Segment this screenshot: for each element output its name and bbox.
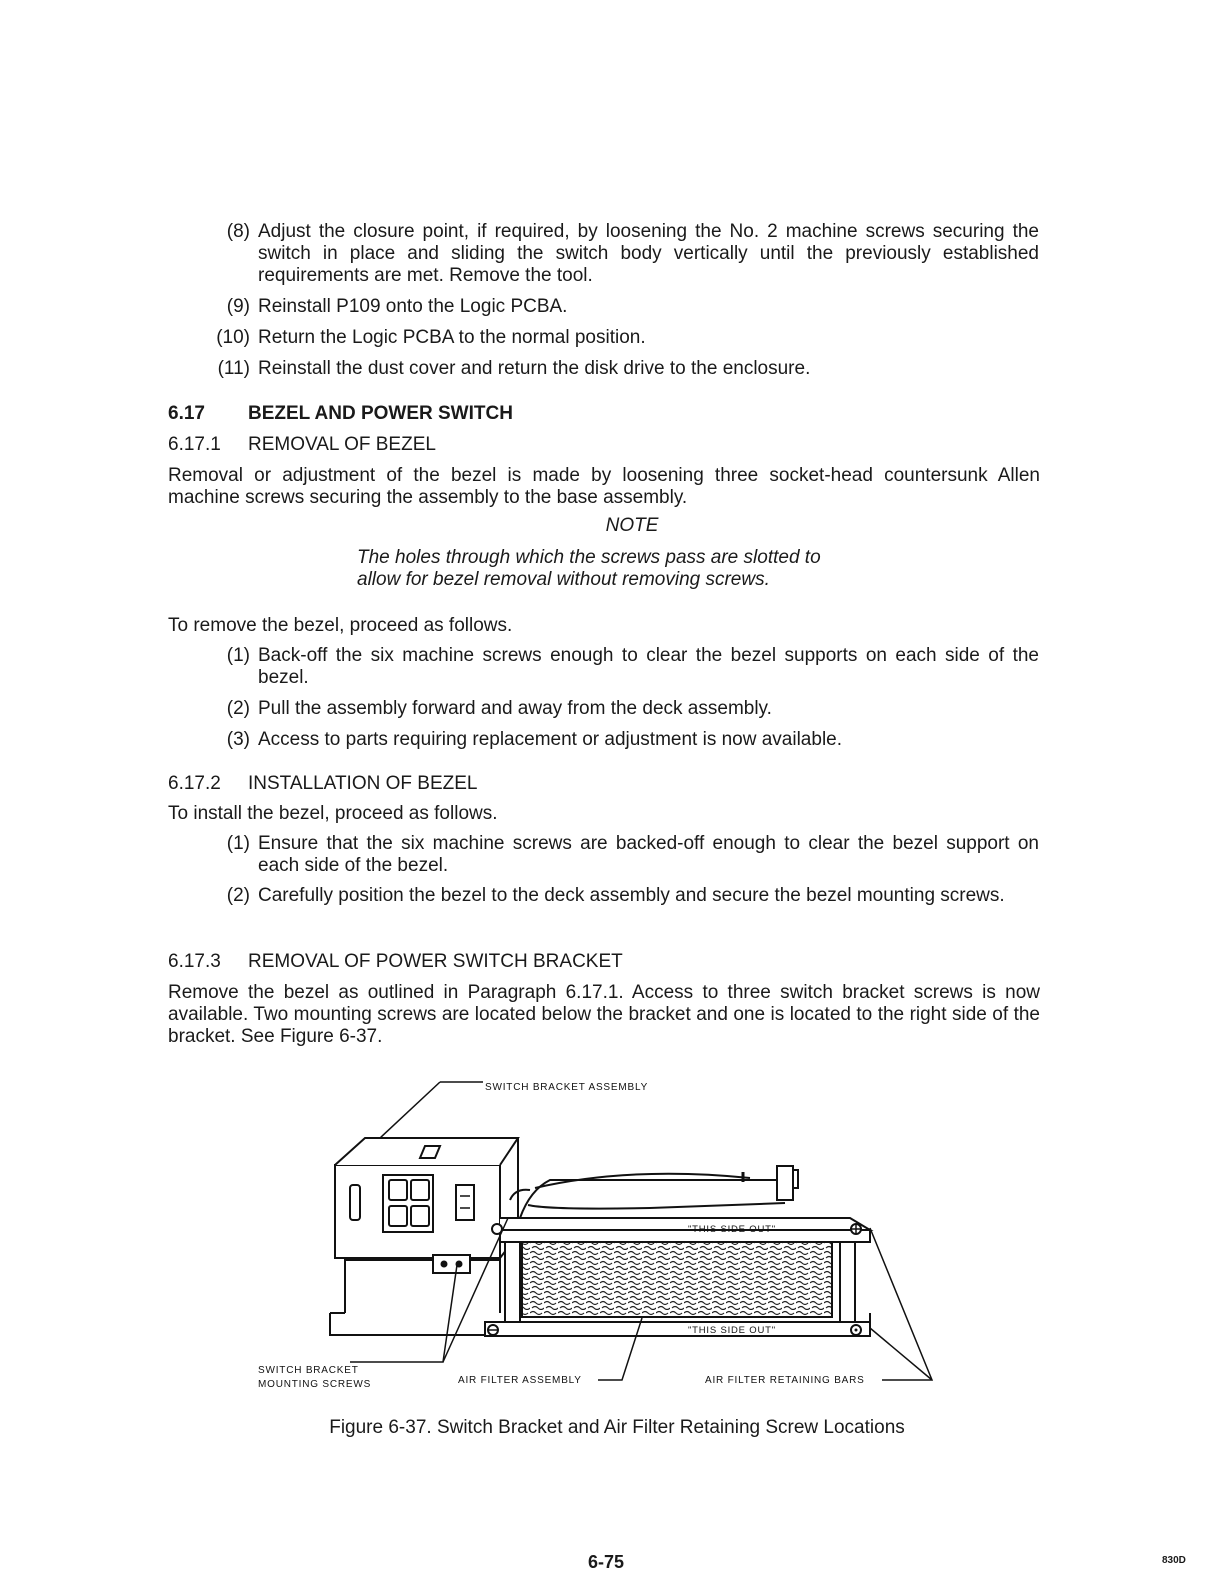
item-number: (1)	[226, 645, 250, 666]
subsection-title: INSTALLATION OF BEZEL	[248, 773, 478, 794]
page-number: 6-75	[588, 1552, 625, 1572]
item-text: Access to parts requiring replacement or adjustment is now available.	[258, 729, 843, 750]
list-item	[205, 645, 1039, 689]
list-item	[205, 358, 1039, 380]
paragraph: Remove the bezel as outlined in Paragraph 6.17.1. Access to three switch bracket screws is now available. Two mounting screws are located below the bracket and one is located to the right side of the bracket. See Figure 6-37.	[168, 982, 1040, 1047]
label-mounting-screws-line2: MOUNTING SCREWS	[258, 1379, 372, 1390]
list-item	[205, 885, 1039, 907]
section-heading	[168, 403, 513, 425]
label-this-side-out: "THIS SIDE OUT"	[688, 1224, 776, 1235]
list-item	[205, 833, 1039, 877]
item-text: Back-off the six machine screws enough to clear the bezel supports on each side of the bezel.	[258, 645, 1039, 688]
subsection-number: 6.17.3	[168, 951, 221, 972]
list-item	[205, 729, 1039, 751]
label-this-side-out: "THIS SIDE OUT"	[688, 1325, 776, 1336]
item-text: Adjust the closure point, if required, by loosening the No. 2 machine screws securing the switch in place and sliding the switch body vertically until the previously established requirements are met. Remove the tool.	[258, 221, 1039, 286]
section-number: 6.17	[168, 403, 205, 424]
item-text: Pull the assembly forward and away from the deck assembly.	[258, 698, 772, 719]
document-code: 830D	[1162, 1555, 1186, 1566]
item-text: Carefully position the bezel to the deck assembly and secure the bezel mounting screws.	[258, 885, 1005, 906]
list-item	[205, 221, 1039, 287]
item-number: (2)	[226, 885, 250, 906]
label-air-filter-assembly: AIR FILTER ASSEMBLY	[458, 1375, 582, 1386]
list-item	[205, 296, 1039, 318]
paragraph: Removal or adjustment of the bezel is made by loosening three socket-head countersunk Allen machine screws securing the assembly to the base assembly.	[168, 465, 1040, 508]
leader-line	[870, 1228, 932, 1380]
item-number: (10)	[216, 327, 250, 348]
item-number: (1)	[226, 833, 250, 854]
list-item	[205, 698, 1039, 720]
paragraph: To install the bezel, proceed as follows.	[168, 803, 498, 824]
leader-line	[870, 1328, 932, 1380]
item-text: Ensure that the six machine screws are backed-off enough to clear the bezel support on each side of the bezel.	[258, 833, 1039, 876]
item-text: Reinstall P109 onto the Logic PCBA.	[258, 296, 568, 317]
item-number: (3)	[226, 729, 250, 750]
subsection-heading	[168, 951, 623, 973]
item-text: Return the Logic PCBA to the normal position.	[258, 327, 646, 348]
label-air-filter-retaining-bars: AIR FILTER RETAINING BARS	[705, 1375, 865, 1386]
section-title: BEZEL AND POWER SWITCH	[248, 403, 513, 424]
subsection-heading	[168, 773, 477, 795]
subsection-heading	[168, 434, 436, 456]
item-number: (11)	[217, 358, 250, 379]
subsection-number: 6.17.2	[168, 773, 221, 794]
figure-switch-bracket-air-filter	[250, 1070, 970, 1400]
leader-line	[380, 1082, 440, 1138]
item-number: (2)	[226, 698, 250, 719]
leader-line	[350, 1265, 457, 1362]
air-filter-assembly	[485, 1224, 870, 1336]
deck-assembly	[500, 1166, 870, 1230]
subsection-title: REMOVAL OF POWER SWITCH BRACKET	[248, 951, 623, 972]
paragraph: To remove the bezel, proceed as follows.	[168, 615, 513, 636]
list-item	[205, 327, 1039, 349]
note-line: allow for bezel removal without removing screws.	[357, 569, 770, 590]
item-number: (9)	[226, 296, 250, 317]
subsection-number: 6.17.1	[168, 434, 221, 455]
note-title: NOTE	[605, 515, 659, 536]
switch-bracket-assembly	[335, 1138, 518, 1273]
item-text: Reinstall the dust cover and return the disk drive to the enclosure.	[258, 358, 811, 379]
item-number: (8)	[226, 221, 250, 242]
note-line: The holes through which the screws pass are slotted to	[357, 547, 821, 568]
subsection-title: REMOVAL OF BEZEL	[248, 434, 436, 455]
label-mounting-screws-line1: SWITCH BRACKET	[258, 1365, 359, 1376]
label-switch-bracket-assembly: SWITCH BRACKET ASSEMBLY	[485, 1082, 649, 1093]
figure-caption: Figure 6-37. Switch Bracket and Air Filter Retaining Screw Locations	[329, 1417, 905, 1438]
